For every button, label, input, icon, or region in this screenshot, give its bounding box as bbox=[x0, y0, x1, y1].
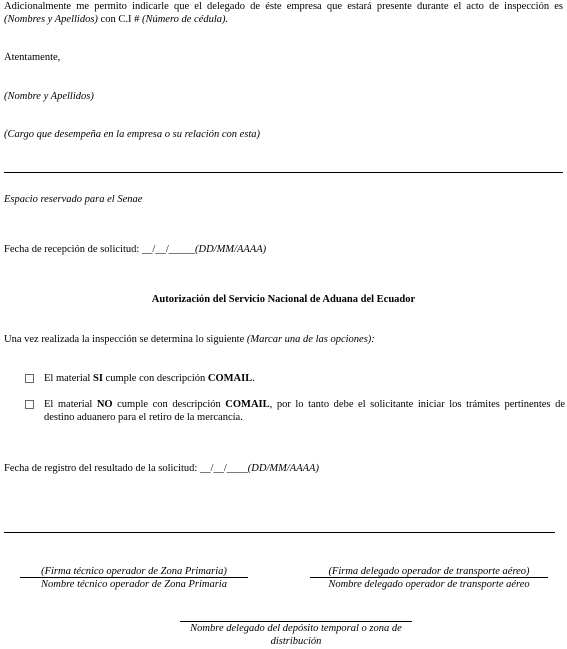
intro-name-placeholder: (Nombres y Apellidos) bbox=[4, 14, 98, 25]
result-date-line bbox=[4, 462, 319, 475]
signature-line-main bbox=[4, 532, 555, 533]
result-date-format: (DD/MM/AAAA) bbox=[247, 463, 319, 474]
reception-date-line bbox=[4, 243, 266, 256]
option-no-pre: El material bbox=[44, 399, 97, 410]
option-no-mid: cumple con descripción bbox=[112, 399, 226, 410]
section-title: Autorización del Servicio Nacional de Aduana del Ecuador bbox=[151, 294, 416, 305]
option-si-text bbox=[44, 372, 255, 385]
intro-paragraph bbox=[4, 0, 563, 26]
closing-text: Atentamente, bbox=[4, 52, 61, 63]
result-date-label: Fecha de registro del resultado de la solicitud: bbox=[4, 463, 200, 474]
option-no-checkbox[interactable] bbox=[25, 400, 34, 409]
reception-date-blanks: __/__/_____ bbox=[141, 244, 195, 255]
inspection-prompt-text: Una vez realizada la inspección se determina lo siguiente bbox=[4, 334, 247, 345]
left-signature-label: (Firma técnico operador de Zona Primaria) bbox=[41, 566, 227, 577]
option-si-comail: COMAIL bbox=[207, 373, 253, 384]
right-signature-label: (Firma delegado operador de transporte aéreo) bbox=[328, 566, 530, 577]
option-si-post: . bbox=[252, 373, 255, 384]
reception-date-label: Fecha de recepción de solicitud: bbox=[4, 244, 142, 255]
option-no-comail: COMAIL bbox=[225, 399, 270, 410]
sender-name-placeholder: (Nombre y Apellidos) bbox=[4, 91, 94, 102]
senae-reserved-note: Espacio reservado para el Senae bbox=[4, 194, 143, 205]
center-name-label: Nombre delegado del depósito temporal o zona de distribución bbox=[190, 623, 402, 647]
left-name-label: Nombre técnico operador de Zona Primaria bbox=[41, 579, 227, 590]
option-no-post: , por lo tanto debe el solicitante iniciar los trámites pertinentes de destino aduanero para el retiro de la mercancía. bbox=[44, 399, 565, 423]
inspection-prompt-hint: (Marcar una de las opciones): bbox=[246, 334, 375, 345]
inspection-prompt bbox=[4, 333, 375, 346]
option-si-keyword: SI bbox=[92, 373, 103, 384]
option-no-keyword: NO bbox=[96, 399, 113, 410]
right-name-label: Nombre delegado operador de transporte aéreo bbox=[328, 579, 530, 590]
option-si-checkbox[interactable] bbox=[25, 374, 34, 383]
option-no-text bbox=[44, 398, 565, 424]
intro-ci-text: con C.I # bbox=[97, 14, 142, 25]
option-si-pre: El material bbox=[44, 373, 93, 384]
divider-line bbox=[4, 172, 563, 173]
intro-line-1: Adicionalmente me permito indicarle que el delegado de éste empresa que estará presente durante el acto de inspección es bbox=[4, 1, 563, 12]
intro-id-placeholder: (Número de cédula). bbox=[141, 14, 229, 25]
result-date-blanks: __/__/____ bbox=[199, 463, 248, 474]
intro-line-2 bbox=[4, 13, 563, 26]
option-si-mid: cumple con descripción bbox=[102, 373, 208, 384]
reception-date-format: (DD/MM/AAAA) bbox=[195, 244, 267, 255]
sender-role-placeholder: (Cargo que desempeña en la empresa o su relación con esta) bbox=[4, 129, 261, 140]
